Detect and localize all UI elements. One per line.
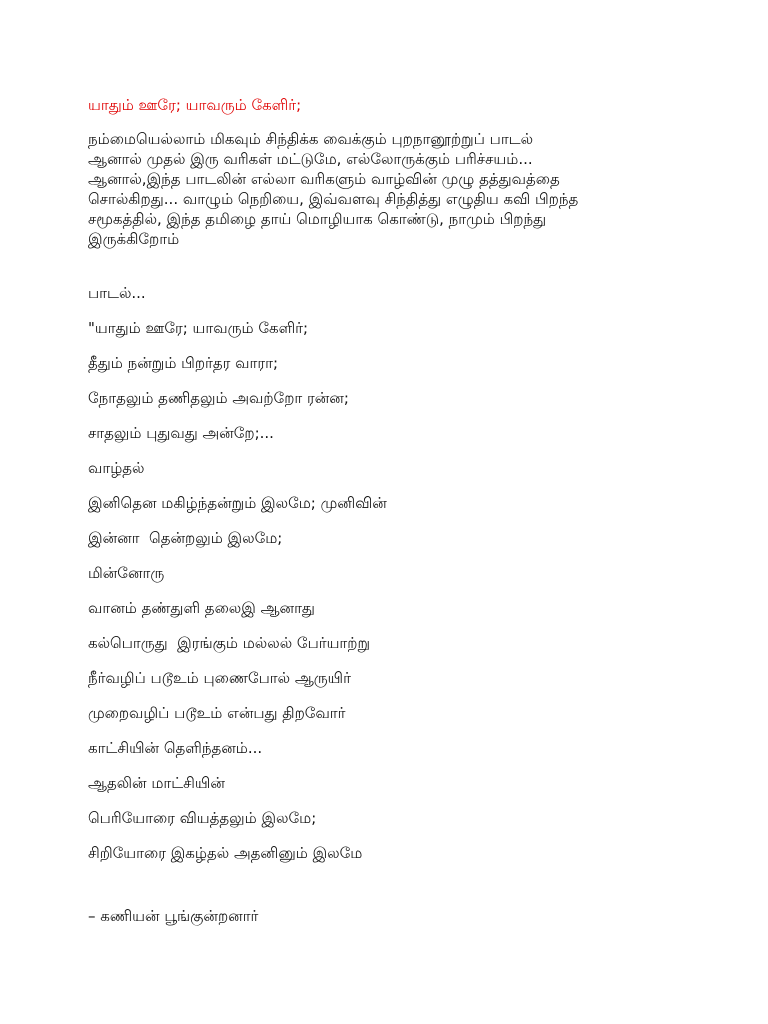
intro-line: சொல்கிறது... வாழும் நெறியை, இவ்வளவு சிந்தித்து எழுதிய கவி பிறந்த	[88, 190, 579, 208]
poem-line: சிறியோரை இகழ்தல் அதனினும் இலமே	[88, 844, 363, 862]
poem-line: முறைவழிப் படூஉம் என்பது திறவோர்	[88, 704, 346, 722]
page-title: யாதும் ஊரே; யாவரும் கேளிர்;	[88, 96, 302, 114]
poem-line: காட்சியின் தெளிந்தனம்...	[88, 739, 263, 757]
poem-line: நோதலும் தணிதலும் அவற்றோ ரன்ன;	[88, 389, 349, 407]
poem-line: ஆதலின் மாட்சியின்	[88, 774, 225, 792]
poem-line: இனிதென மகிழ்ந்தன்றும் இலமே; முனிவின்	[88, 494, 387, 512]
poem-line: வானம் தண்துளி தலைஇ ஆனாது	[88, 599, 315, 617]
intro-line: ஆனால் முதல் இரு வரிகள் மட்டுமே, எல்லோருக்கும் பரிச்சயம்...	[88, 150, 533, 168]
poem-line: பெரியோரை வியத்தலும் இலமே;	[88, 809, 317, 827]
poem-line: நீர்வழிப் படூஉம் புணைபோல் ஆருயிர்	[88, 669, 351, 687]
poem-line: இன்னா தென்றலும் இலமே;	[88, 529, 283, 547]
author-credit: – கணியன் பூங்குன்றனார்	[88, 907, 259, 925]
poem-line: கல்பொருது இரங்கும் மல்லல் பேர்யாற்று	[88, 634, 371, 652]
intro-line: நம்மையெல்லாம் மிகவும் சிந்திக்க வைக்கும் புறநானூற்றுப் பாடல்	[88, 130, 534, 148]
poem	[88, 283, 728, 878]
poem-line: வாழ்தல்	[88, 459, 145, 477]
poem-line: "யாதும் ஊரே; யாவரும் கேளிர்;	[88, 319, 309, 337]
poem-line: மின்னோரு	[88, 564, 165, 582]
poem-line: சாதலும் புதுவது அன்றே;...	[88, 424, 274, 442]
intro-line: ஆனால்,இந்த பாடலின் எல்லா வரிகளும் வாழ்வின் முழு தத்துவத்தை	[88, 170, 560, 188]
intro-paragraph	[88, 129, 728, 249]
poem-line: பாடல்...	[88, 284, 146, 302]
spacer	[88, 249, 728, 283]
poem-line: தீதும் நன்றும் பிறர்தர வாரா;	[88, 354, 279, 372]
document-body	[88, 95, 728, 926]
intro-line: இருக்கிறோம்	[88, 230, 180, 248]
intro-line: சமூகத்தில், இந்த தமிழை தாய் மொழியாக கொண்டு, நாமும் பிறந்து	[88, 210, 547, 228]
spacer	[88, 878, 728, 906]
